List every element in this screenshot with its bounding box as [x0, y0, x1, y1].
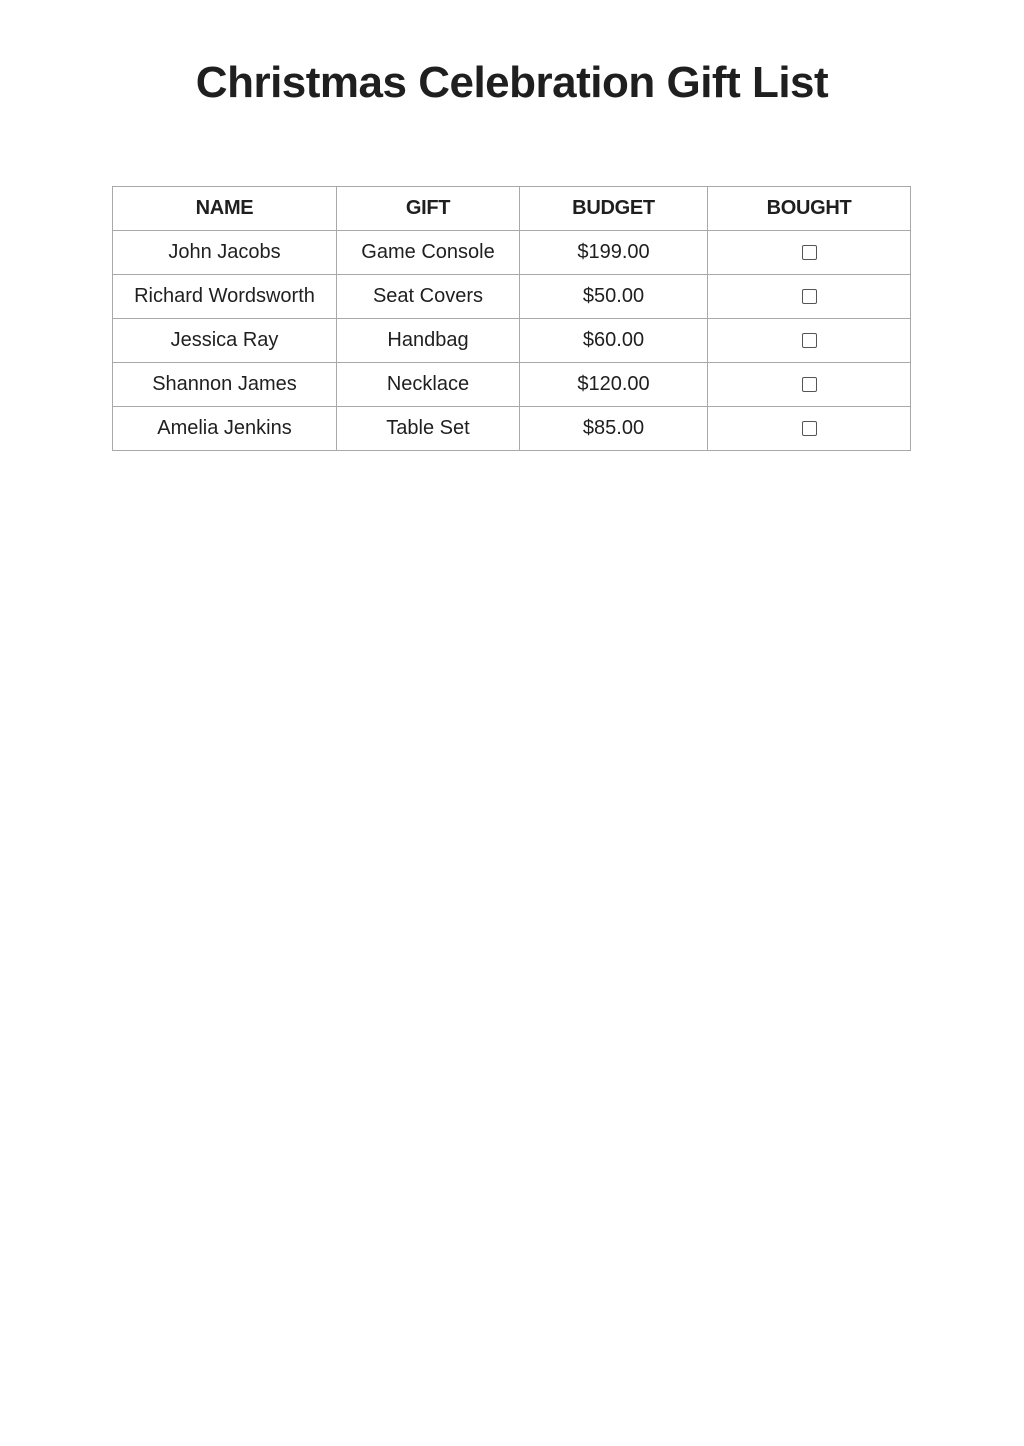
header-name: NAME [113, 187, 337, 231]
cell-name: Richard Wordsworth [113, 275, 337, 319]
cell-name: Shannon James [113, 363, 337, 407]
cell-budget: $60.00 [520, 319, 708, 363]
cell-bought [708, 407, 911, 451]
table-row [113, 407, 911, 451]
cell-gift: Seat Covers [337, 275, 520, 319]
bought-checkbox[interactable] [802, 421, 817, 436]
cell-gift: Necklace [337, 363, 520, 407]
table-row [113, 275, 911, 319]
page-title: Christmas Celebration Gift List [195, 58, 829, 107]
cell-name: John Jacobs [113, 231, 337, 275]
cell-gift: Game Console [337, 231, 520, 275]
header-gift: GIFT [337, 187, 520, 231]
table-row [113, 319, 911, 363]
table-header-row [113, 187, 911, 231]
cell-gift: Handbag [337, 319, 520, 363]
cell-name: Jessica Ray [113, 319, 337, 363]
cell-gift: Table Set [337, 407, 520, 451]
cell-name: Amelia Jenkins [113, 407, 337, 451]
cell-budget: $85.00 [520, 407, 708, 451]
bought-checkbox[interactable] [802, 377, 817, 392]
cell-budget: $120.00 [520, 363, 708, 407]
table-row [113, 363, 911, 407]
cell-budget: $199.00 [520, 231, 708, 275]
cell-bought [708, 231, 911, 275]
cell-bought [708, 363, 911, 407]
cell-budget: $50.00 [520, 275, 708, 319]
gift-table [112, 186, 911, 451]
bought-checkbox[interactable] [802, 333, 817, 348]
cell-bought [708, 319, 911, 363]
bought-checkbox[interactable] [802, 289, 817, 304]
header-budget: BUDGET [520, 187, 708, 231]
cell-bought [708, 275, 911, 319]
table-row [113, 231, 911, 275]
header-bought: BOUGHT [708, 187, 911, 231]
bought-checkbox[interactable] [802, 245, 817, 260]
